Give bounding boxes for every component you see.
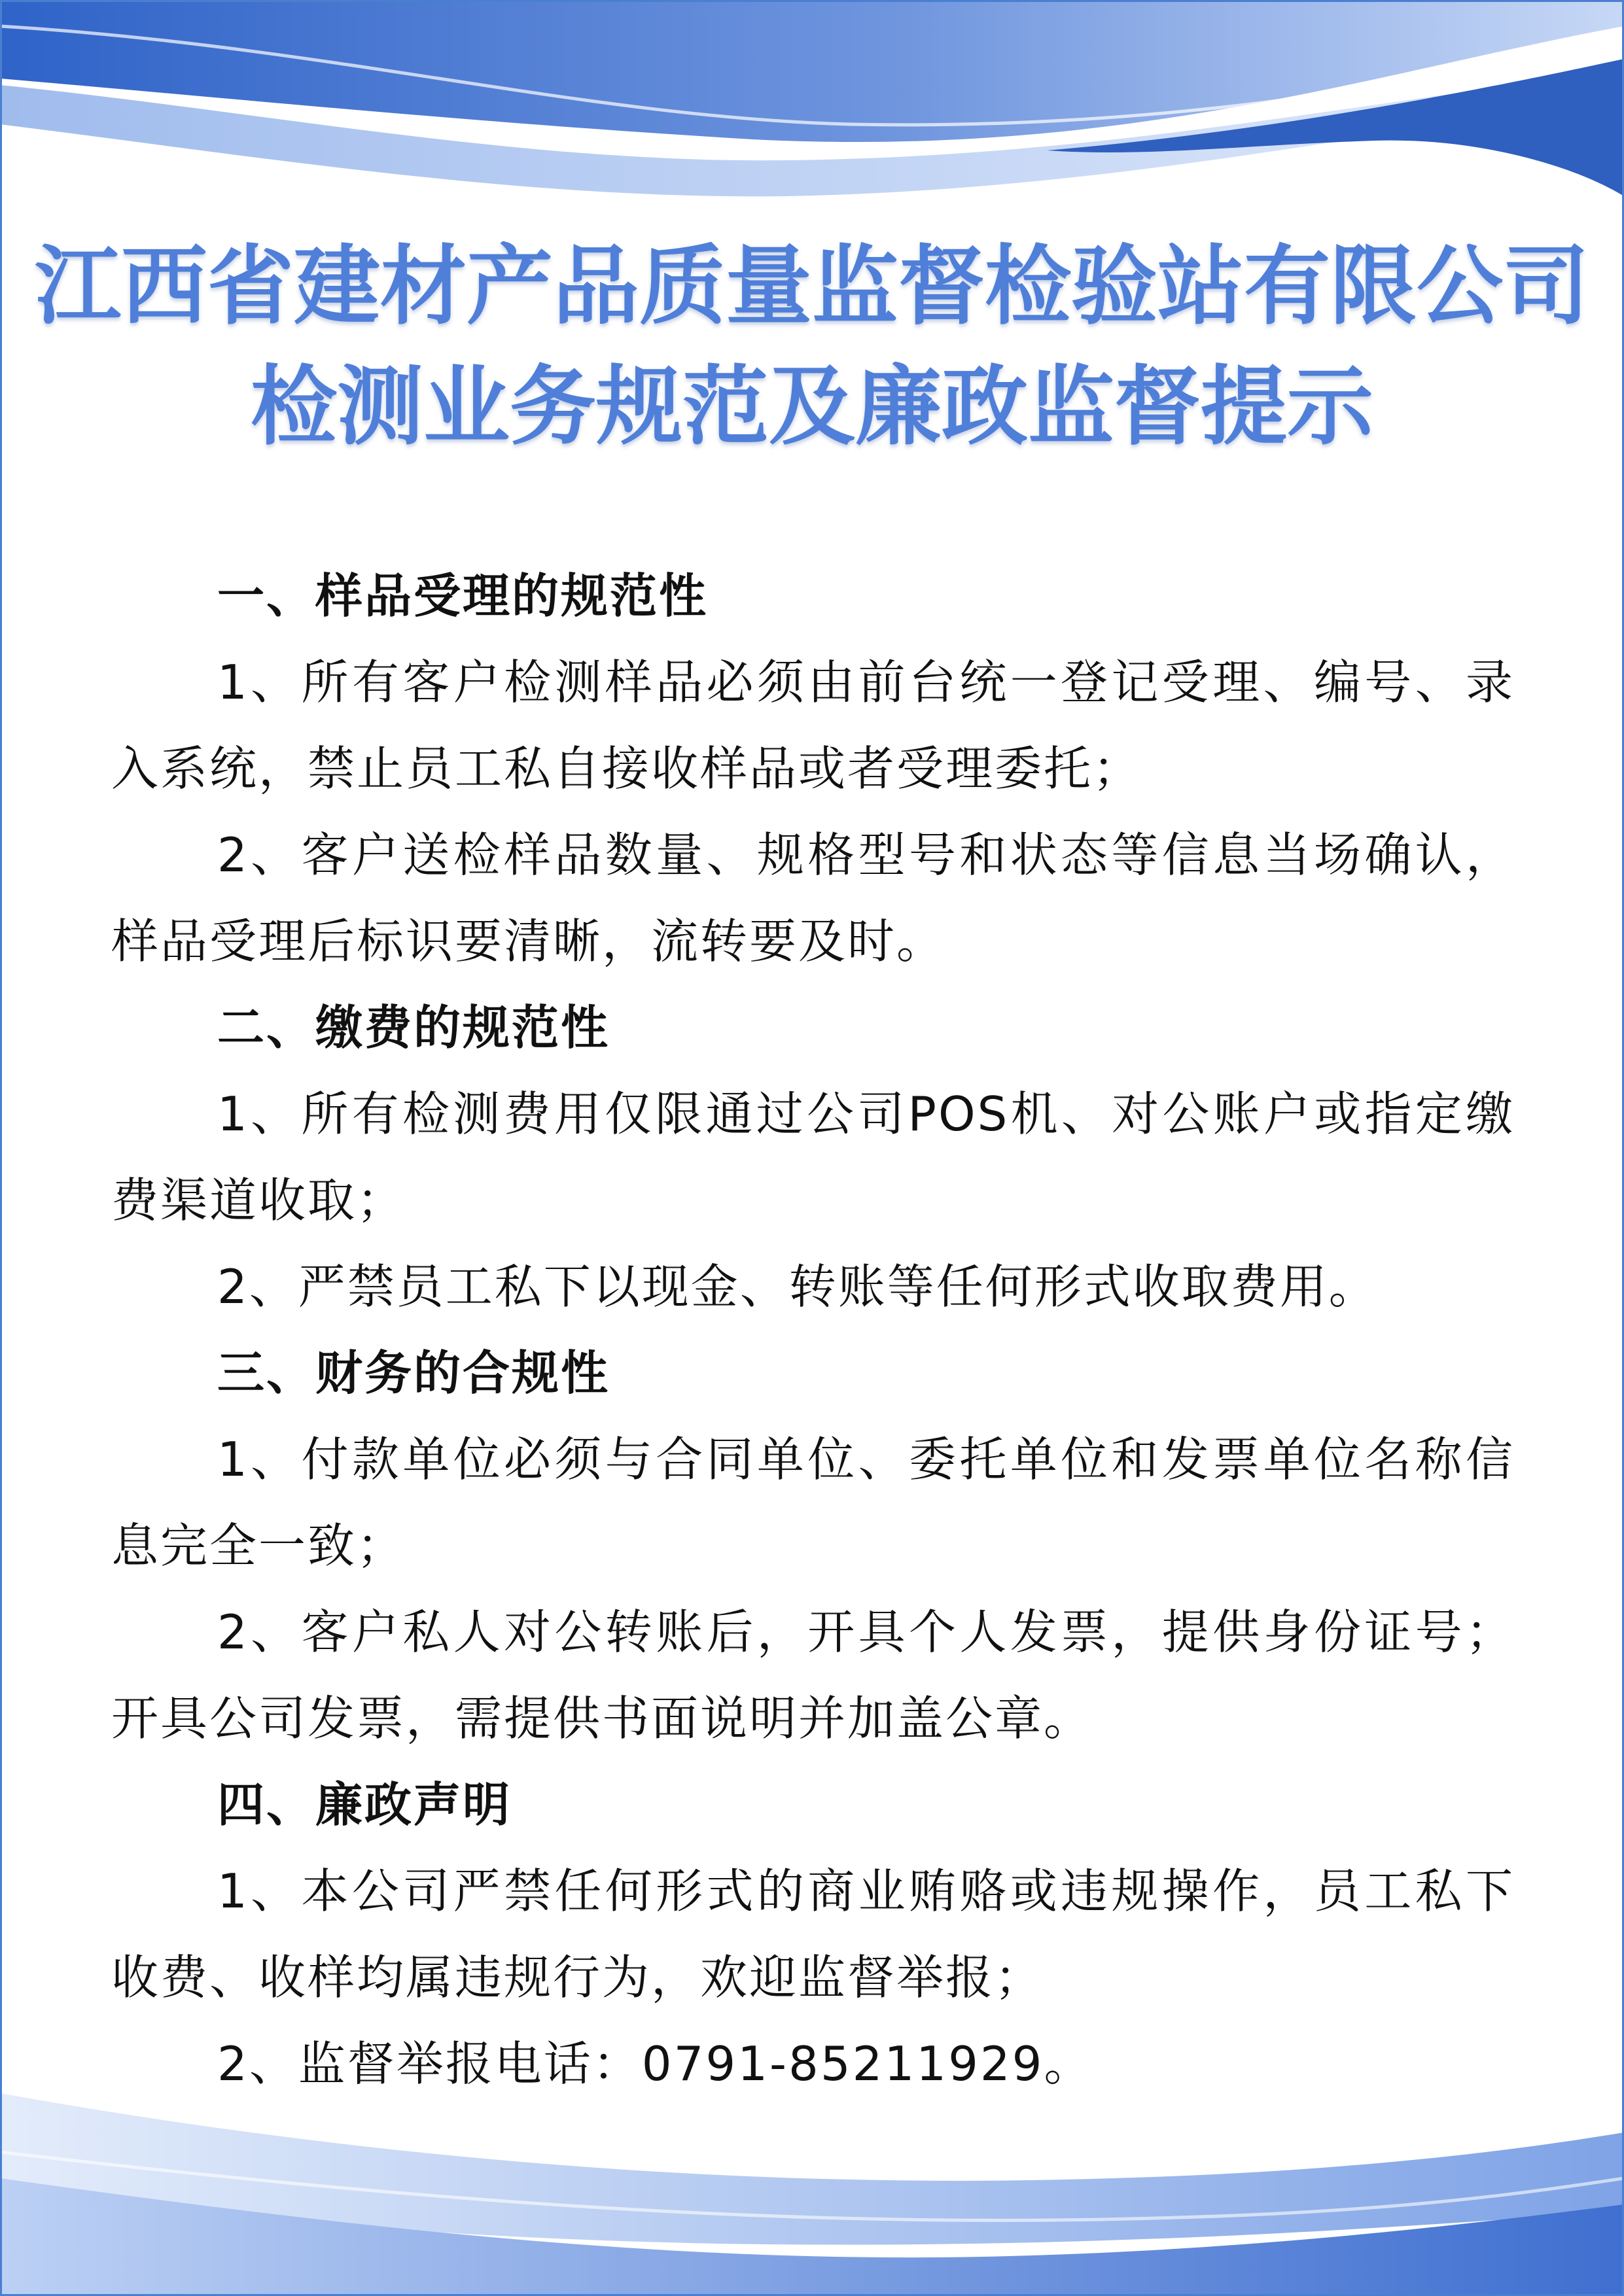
- notice-body: [111, 553, 1515, 2107]
- section-paragraph: 1、本公司严禁任何形式的商业贿赂或违规操作，员工私下收费、收样均属违规行为，欢迎监督举报；: [111, 1864, 1515, 2005]
- section-paragraph: 1、所有检测费用仅限通过公司POS机、对公账户或指定缴费渠道收取；: [111, 1087, 1515, 1228]
- top-wave-decoration: [0, 0, 1624, 216]
- report-hotline: 2、监督举报电话：0791-85211929。: [217, 2036, 1093, 2091]
- section-payment: [111, 984, 1515, 1330]
- section-heading: 一、样品受理的规范性: [217, 568, 709, 623]
- section-paragraph: 2、严禁员工私下以现金、转账等任何形式收取费用。: [217, 1259, 1378, 1314]
- section-paragraph: 1、所有客户检测样品必须由前台统一登记受理、编号、录入系统，禁止员工私自接收样品或者受理委托；: [111, 655, 1515, 796]
- section-integrity: [111, 1762, 1515, 2107]
- bottom-wave-decoration: [0, 2080, 1624, 2296]
- page-subtitle: 检测业务规范及廉政监督提示: [251, 357, 1373, 457]
- page-title: 江西省建材产品质量监督检验站有限公司: [35, 236, 1589, 337]
- section-heading: 二、缴费的规范性: [217, 1000, 610, 1055]
- section-paragraph: 2、客户送检样品数量、规格型号和状态等信息当场确认，样品受理后标识要清晰，流转要及时。: [111, 827, 1515, 969]
- section-heading: 三、财务的合规性: [217, 1346, 610, 1400]
- section-sample-acceptance: [111, 553, 1515, 984]
- section-paragraph: 2、客户私人对公转账后，开具个人发票，提供身份证号；开具公司发票，需提供书面说明并加盖公章。: [111, 1605, 1515, 1746]
- section-paragraph: 1、付款单位必须与合同单位、委托单位和发票单位名称信息完全一致；: [111, 1432, 1515, 1573]
- section-finance: [111, 1330, 1515, 1762]
- section-heading: 四、廉政声明: [217, 1777, 512, 1832]
